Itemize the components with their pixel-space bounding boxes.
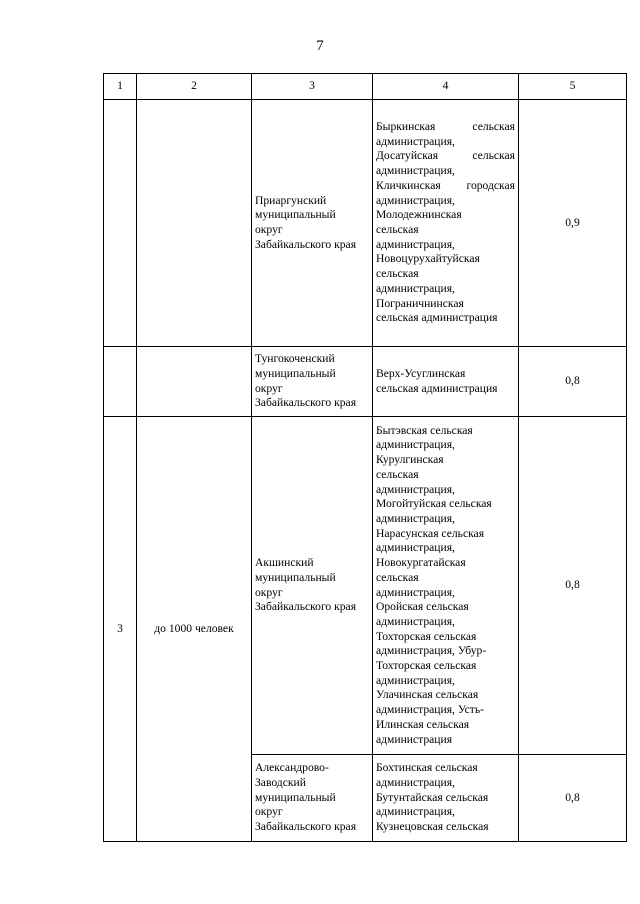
district-line: муниципальный (255, 208, 336, 222)
admin-line: Досатуйская сельская (376, 149, 515, 163)
table-row (104, 100, 627, 347)
admin-line: Пограничнинская (376, 296, 464, 310)
row-number-cell: 3 (104, 417, 137, 842)
population-group-cell: до 1000 человек (137, 417, 252, 842)
administrations-cell (373, 417, 519, 755)
admin-line: Тохторская сельская (376, 629, 477, 643)
admin-line: администрация, (376, 775, 455, 789)
admin-line: Новокургатайская (376, 556, 466, 570)
admin-line: Бохтинская сельская (376, 761, 478, 775)
admin-line: Кузнецовская сельская (376, 820, 489, 834)
municipal-coefficient-table (103, 73, 627, 842)
admin-line: сельская администрация (376, 311, 498, 325)
admin-line: Нарасунская сельская (376, 526, 485, 540)
district-line: Акшинский (255, 556, 314, 570)
admin-line: администрация, (376, 673, 455, 687)
district-line: округ (255, 585, 283, 599)
admin-line: Верх-Усуглинская (376, 366, 466, 380)
admin-line: Илинская сельская (376, 717, 470, 731)
district-line: Забайкальского края (255, 820, 357, 834)
district-cell (252, 755, 373, 842)
row-number-cell (104, 100, 137, 347)
admin-line: администрация, (376, 511, 455, 525)
coefficient-cell: 0,9 (519, 100, 627, 347)
district-line: округ (255, 805, 283, 819)
table-row (104, 417, 627, 755)
district-cell (252, 417, 373, 755)
admin-line: Молодежнинская (376, 208, 462, 222)
district-cell (252, 347, 373, 417)
admin-line: сельская администрация (376, 381, 498, 395)
admin-line: администрация, (376, 541, 455, 555)
admin-line: администрация, (376, 585, 455, 599)
page-number: 7 (316, 38, 324, 54)
district-line: муниципальный (255, 366, 336, 380)
district-line: муниципальный (255, 570, 336, 584)
coefficient-cell: 0,8 (519, 417, 627, 755)
table-row (104, 347, 627, 417)
district-line: Забайкальского края (255, 237, 357, 251)
admin-line: Улачинская сельская (376, 688, 479, 702)
admin-line: администрация, (376, 164, 455, 178)
district-line: округ (255, 223, 283, 236)
admin-line: администрация, Убур- (376, 644, 487, 658)
district-line: муниципальный (255, 790, 336, 804)
admin-line: администрация, (376, 281, 455, 295)
admin-line: администрация, (376, 438, 455, 452)
admin-line: Тохторская сельская (376, 659, 477, 673)
header-cell-4: 4 (373, 74, 519, 100)
header-cell-1: 1 (104, 74, 137, 100)
admin-line: администрация, Усть- (376, 703, 485, 717)
admin-line: Бытэвская сельская (376, 423, 473, 437)
admin-line: сельская (376, 467, 419, 481)
district-line: округ (255, 381, 283, 395)
admin-line: администрация, (376, 614, 455, 628)
admin-line: сельская (376, 267, 419, 281)
admin-line: Кличкинская городская (376, 178, 515, 192)
district-line: Александрово- (255, 761, 329, 775)
admin-line: администрация, (376, 134, 455, 148)
table-header-row (104, 74, 627, 100)
admin-line: администрация (376, 732, 453, 746)
district-cell (252, 100, 373, 347)
admin-line: Оройская сельская (376, 600, 469, 614)
district-line: Забайкальского края (255, 396, 357, 410)
row-number-cell (104, 347, 137, 417)
header-cell-3: 3 (252, 74, 373, 100)
admin-line: сельская (376, 570, 419, 584)
admin-line: Новоцурухайтуйская (376, 252, 480, 266)
district-line: Тунгокоченский (255, 352, 335, 366)
admin-line: Могойтуйская сельская (376, 497, 492, 511)
admin-line: администрация, (376, 193, 455, 207)
administrations-cell (373, 100, 519, 347)
admin-line: администрация, (376, 805, 455, 819)
district-line: Заводский (255, 775, 306, 789)
administrations-cell (373, 755, 519, 842)
admin-line: сельская (376, 223, 419, 236)
administrations-cell (373, 347, 519, 417)
coefficient-cell: 0,8 (519, 347, 627, 417)
header-cell-5: 5 (519, 74, 627, 100)
district-line: Приаргунский (255, 193, 327, 207)
admin-line: администрация, (376, 482, 455, 496)
admin-line: Быркинская сельская (376, 120, 515, 134)
population-group-cell (137, 347, 252, 417)
admin-line: администрация, (376, 237, 455, 251)
admin-line: Бутунтайская сельская (376, 790, 489, 804)
header-cell-2: 2 (137, 74, 252, 100)
district-line: Забайкальского края (255, 600, 357, 614)
coefficient-cell: 0,8 (519, 755, 627, 842)
population-group-cell (137, 100, 252, 347)
admin-line: Курулгинская (376, 453, 444, 467)
